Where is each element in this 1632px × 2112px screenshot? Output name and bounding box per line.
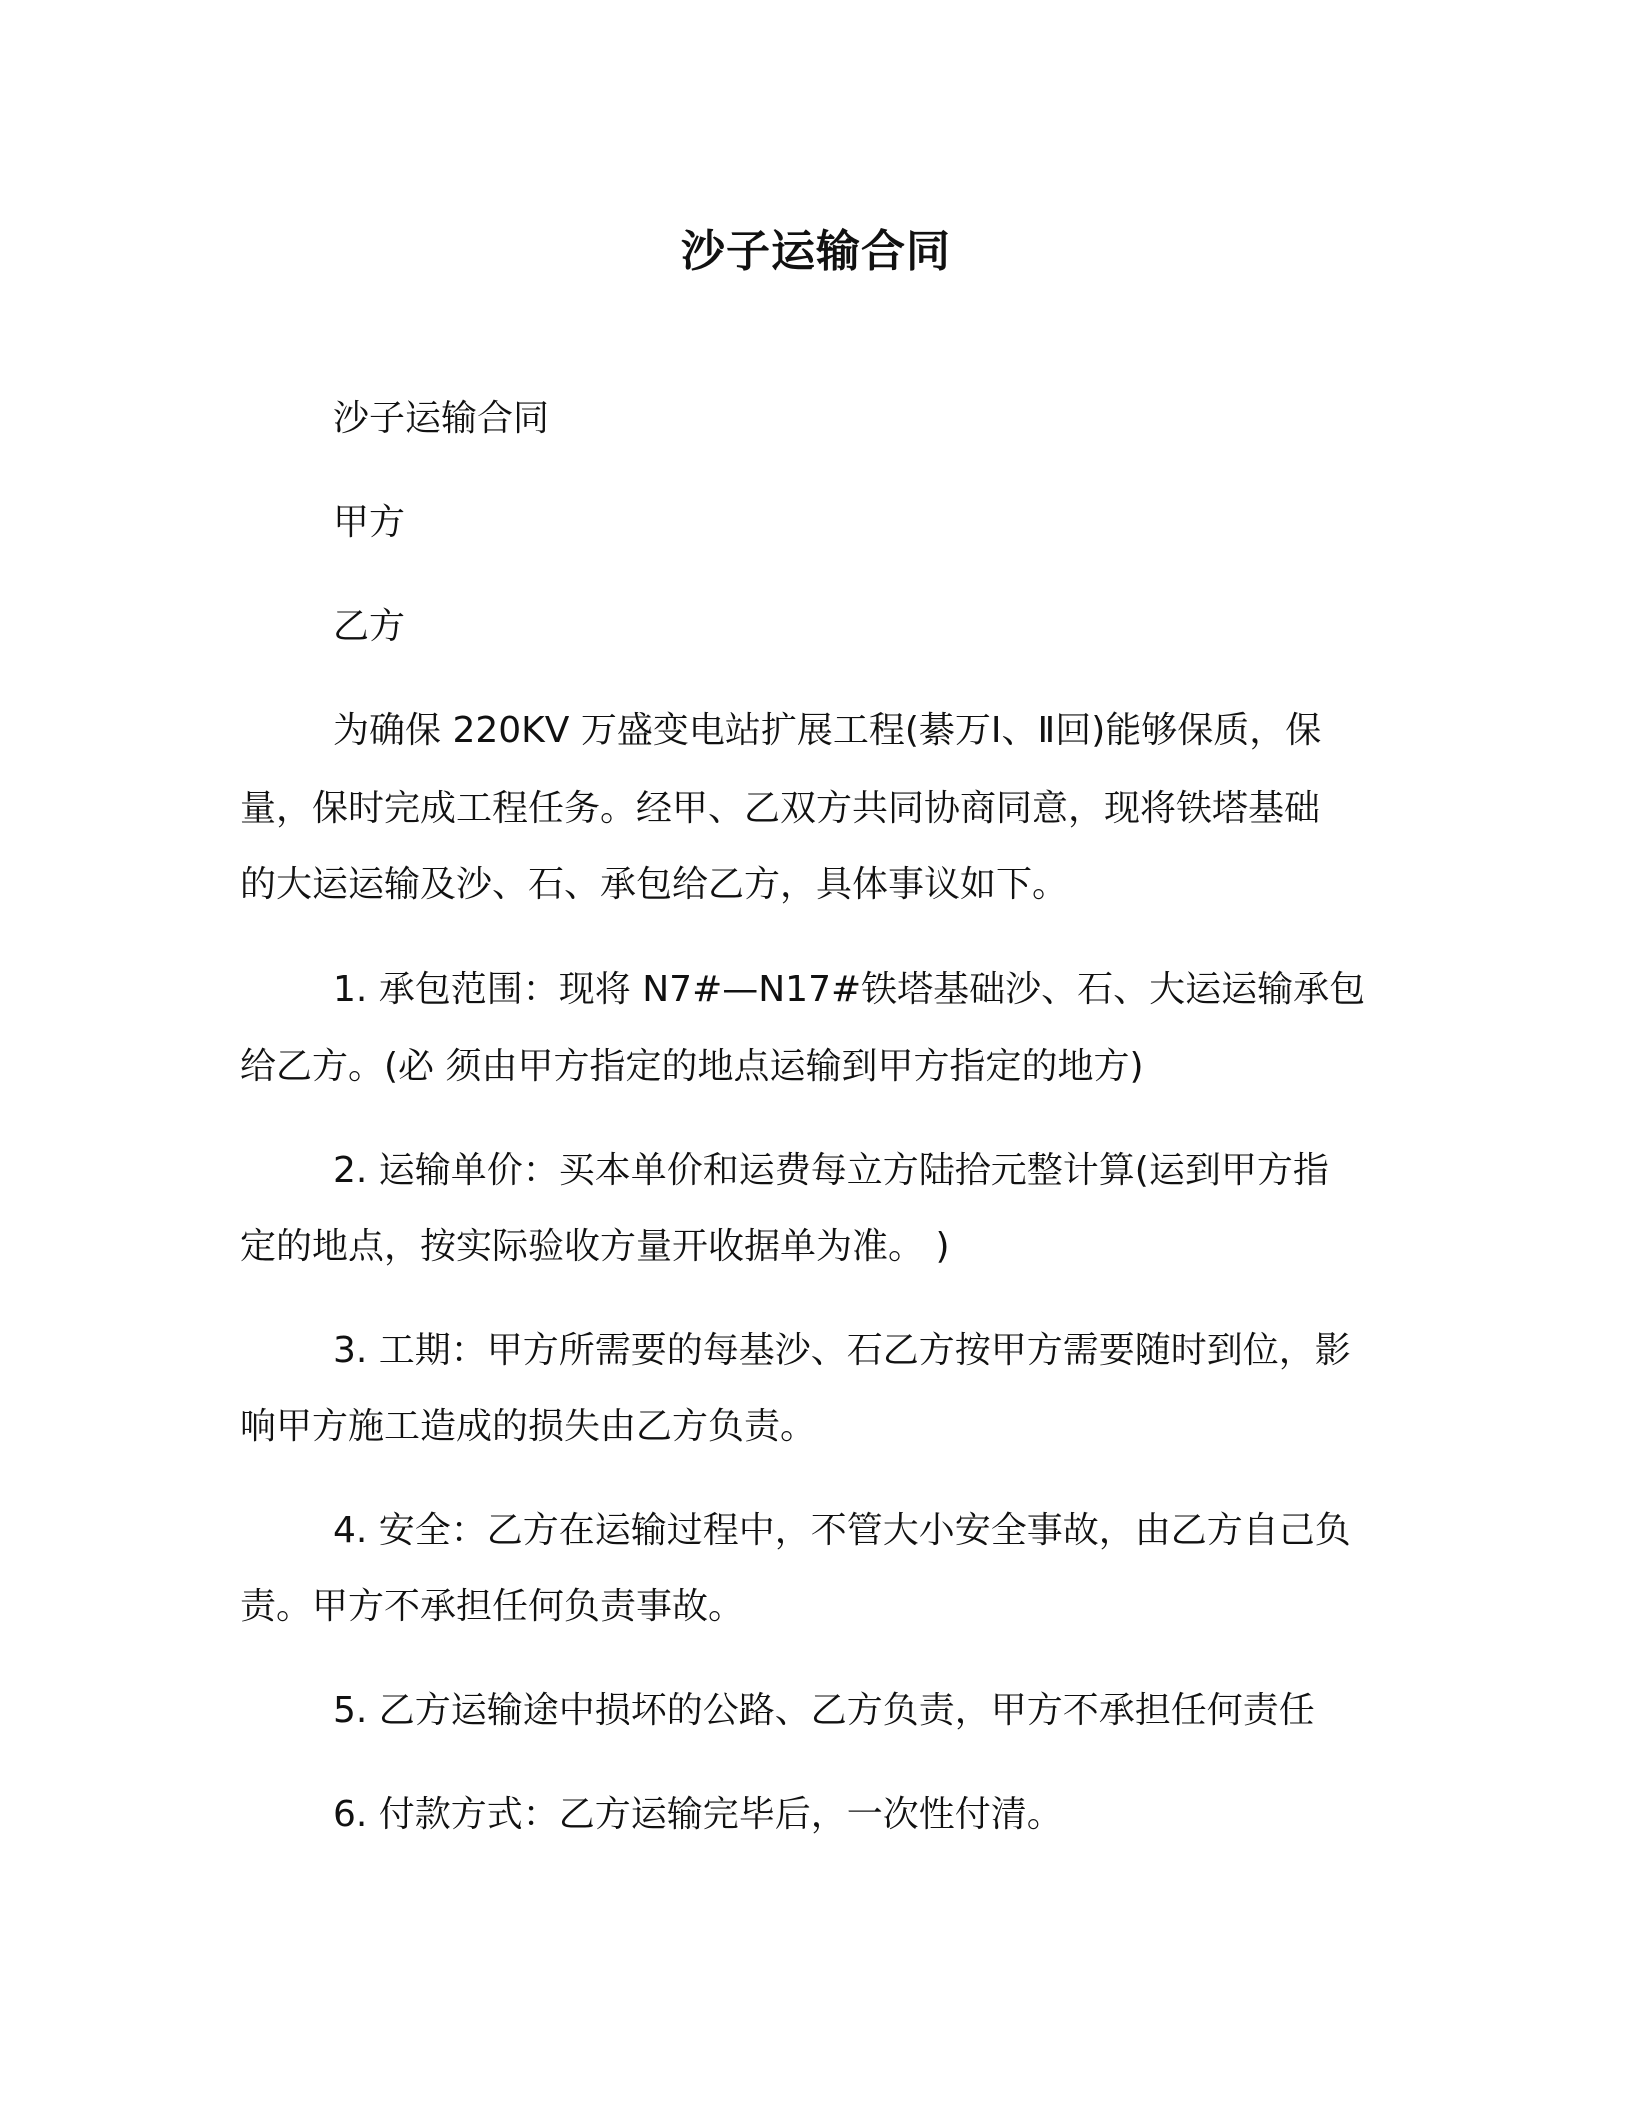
clause-line: 定的地点，按实际验收方量开收据单为准。 ) xyxy=(240,1226,950,1267)
header-line-party-b: 乙方 xyxy=(333,606,406,647)
clause-line: 2. 运输单价：买本单价和运费每立方陆拾元整计算(运到甲方指 xyxy=(333,1150,1329,1191)
clause-line: 响甲方施工造成的损失由乙方负责。 xyxy=(240,1406,817,1447)
clause-line: 1. 承包范围：现将 N7#—N17#铁塔基础沙、石、大运运输承包 xyxy=(333,969,1366,1010)
document-title: 沙子运输合同 xyxy=(681,226,951,277)
header-line-contract-name: 沙子运输合同 xyxy=(333,398,550,439)
clause-line: 4. 安全：乙方在运输过程中，不管大小安全事故，由乙方自己负 xyxy=(333,1510,1351,1551)
clause-line: 给乙方。(必 须由甲方指定的地点运输到甲方指定的地方) xyxy=(240,1046,1144,1087)
header-line-party-a: 甲方 xyxy=(333,502,406,543)
clause-line: 5. 乙方运输途中损坏的公路、乙方负责，甲方不承担任何责任 xyxy=(333,1690,1315,1731)
clause-line: 责。甲方不承担任何负责事故。 xyxy=(240,1586,745,1627)
intro-line: 量，保时完成工程任务。经甲、乙双方共同协商同意，现将铁塔基础 xyxy=(240,788,1321,829)
clause-line: 3. 工期：甲方所需要的每基沙、石乙方按甲方需要随时到位，影 xyxy=(333,1330,1351,1371)
intro-line: 的大运运输及沙、石、承包给乙方，具体事议如下。 xyxy=(240,864,1069,905)
intro-line: 为确保 220KV 万盛变电站扩展工程(綦万Ⅰ、Ⅱ回)能够保质，保 xyxy=(333,710,1322,751)
clause-line: 6. 付款方式：乙方运输完毕后，一次性付清。 xyxy=(333,1794,1063,1835)
